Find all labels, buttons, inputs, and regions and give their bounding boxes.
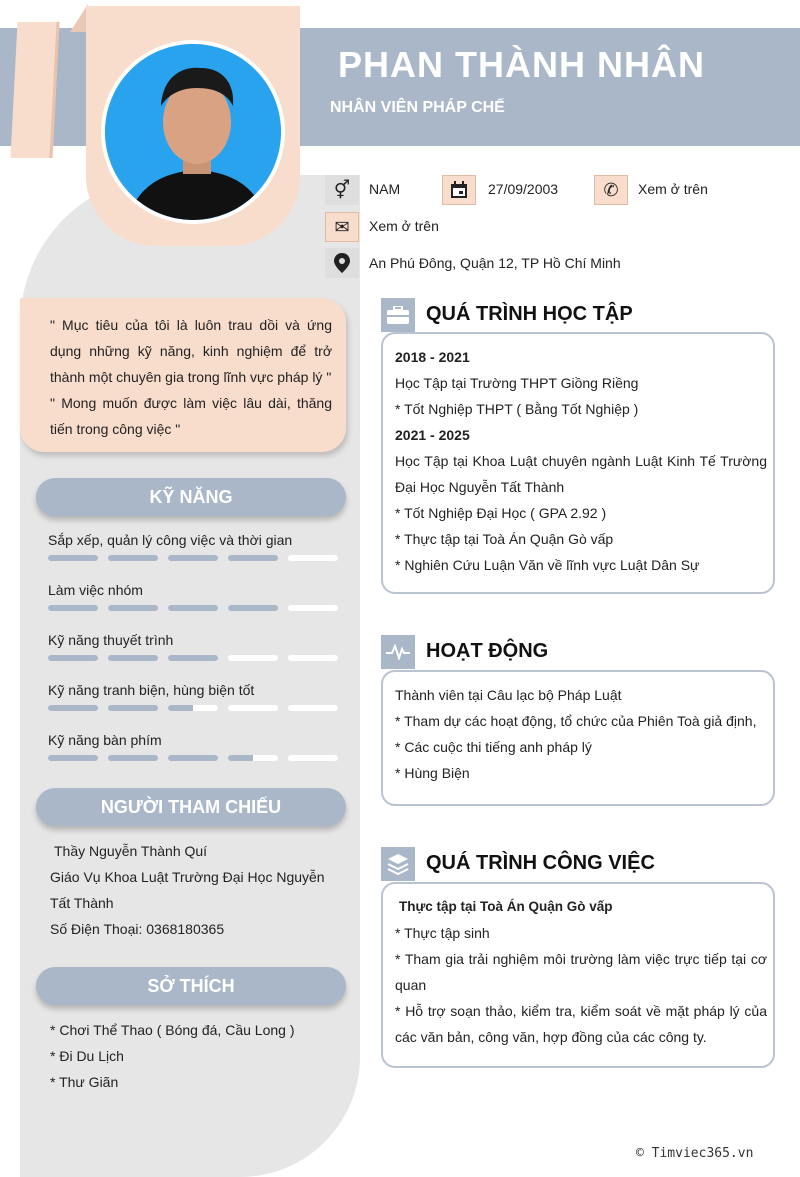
skill-label: Kỹ năng thuyết trình (48, 632, 174, 648)
education-period: 2021 - 2025 (395, 427, 470, 443)
briefcase-icon (381, 298, 415, 332)
skill-bar-segment (108, 755, 158, 761)
education-line: * Tốt Nghiệp Đại Học ( GPA 2.92 ) (395, 505, 607, 521)
education-box (381, 332, 775, 594)
skill-bar-segment (288, 755, 338, 761)
work-item: * Thực tập sinh (395, 925, 490, 941)
skill-bar-segment (48, 555, 98, 561)
hobby-item: * Thư Giãn (50, 1074, 119, 1090)
skill-level-bar (48, 655, 338, 661)
education-line: * Thực tập tại Toà Án Quận Gò vấp (395, 531, 614, 547)
avatar (101, 40, 285, 224)
skill-bar-segment (288, 655, 338, 661)
activity-item: * Hùng Biện (395, 765, 470, 781)
education-heading: QUÁ TRÌNH HỌC TẬP (426, 303, 633, 325)
activity-item: * Các cuộc thi tiếng anh pháp lý (395, 739, 592, 755)
hobby-item: * Chơi Thể Thao ( Bóng đá, Cầu Long ) (50, 1022, 295, 1038)
skill-bar-segment (108, 655, 158, 661)
skill-bar-segment (168, 705, 218, 711)
education-line: * Tốt Nghiệp THPT ( Bằng Tốt Nghiệp ) (395, 401, 639, 417)
skill-label: Sắp xếp, quản lý công việc và thời gian (48, 532, 293, 548)
education-line: * Nghiên Cứu Luận Văn về lĩnh vực Luật Dân Sự (395, 557, 700, 573)
skill-label: Kỹ năng tranh biện, hùng biện tốt (48, 682, 255, 698)
skill-bar-segment (48, 655, 98, 661)
gender-value: NAM (369, 181, 401, 197)
skill-row (48, 682, 338, 711)
skill-level-bar (48, 705, 338, 711)
calendar-icon (442, 175, 476, 205)
reference-phone: Số Điện Thoại: 0368180365 (50, 921, 225, 937)
hobby-item: * Đi Du Lịch (50, 1048, 124, 1064)
skill-bar-segment (168, 555, 218, 561)
skill-bar-segment (108, 605, 158, 611)
skill-bar-segment (48, 755, 98, 761)
birthday-value: 27/09/2003 (488, 181, 559, 197)
skill-bar-segment (48, 705, 98, 711)
activities-box (381, 670, 775, 806)
skill-row (48, 532, 338, 561)
skill-label: Kỹ năng bàn phím (48, 732, 162, 748)
footer-watermark: © Timviec365.vn (636, 1146, 754, 1161)
career-objective (20, 298, 346, 452)
work-position: Thực tập tại Toà Án Quận Gò vấp (399, 899, 613, 914)
job-title: NHÂN VIÊN PHÁP CHẾ (330, 99, 505, 116)
skills-heading: KỸ NĂNG (36, 478, 346, 516)
skill-bar-segment (228, 705, 278, 711)
skill-bar-segment (228, 755, 278, 761)
skill-bar-segment (228, 605, 278, 611)
education-line: Học Tập tại Trường THPT Giồng Riềng (395, 375, 639, 391)
skill-level-bar (48, 555, 338, 561)
skill-bar-segment (228, 555, 278, 561)
reference-position: Giáo Vụ Khoa Luật Trường Đại Học Nguyễn Tất Thành (50, 869, 325, 911)
skill-level-bar (48, 605, 338, 611)
skill-bar-segment (228, 655, 278, 661)
skill-row (48, 632, 338, 661)
phone-value: Xem ở trên (638, 181, 708, 197)
gender-icon: ⚥ (325, 175, 359, 205)
address-value: An Phú Đông, Quận 12, TP Hồ Chí Minh (369, 255, 621, 271)
reference-person: Thầy Nguyễn Thành Quí (54, 843, 208, 859)
work-box (381, 882, 775, 1068)
activities-heading: HOẠT ĐỘNG (426, 640, 549, 662)
bookmark-ribbon (10, 22, 59, 158)
skill-bar-segment (288, 705, 338, 711)
work-item: * Hỗ trợ soạn thảo, kiểm tra, kiểm soát về mặt pháp lý của các văn bản, công văn, hợp đồng của các công ty. (395, 1003, 767, 1045)
skill-bar-segment (168, 755, 218, 761)
work-heading: QUÁ TRÌNH CÔNG VIỆC (426, 852, 655, 874)
skill-row (48, 732, 338, 761)
skill-bar-segment (168, 655, 218, 661)
skill-bar-segment (288, 555, 338, 561)
layers-icon (381, 847, 415, 881)
objective-line: " Mong muốn được làm việc lâu dài, thăng tiến trong công việc " (50, 395, 332, 437)
reference-block (50, 838, 346, 942)
skill-bar-segment (168, 605, 218, 611)
education-period: 2018 - 2021 (395, 349, 470, 365)
activity-item: * Tham dự các hoạt động, tổ chức của Phiên Toà giả định, (395, 713, 757, 729)
phone-icon: ✆ (594, 175, 628, 205)
education-line: Học Tập tại Khoa Luật chuyên ngành Luật Kinh Tế Trường Đại Học Nguyễn Tất Thành (395, 453, 767, 495)
hobbies-list (50, 1017, 346, 1095)
skill-bar-segment (48, 605, 98, 611)
skill-bar-segment (288, 605, 338, 611)
email-icon: ✉ (325, 212, 359, 242)
skill-row (48, 582, 338, 611)
hobbies-heading: SỞ THÍCH (36, 967, 346, 1005)
email-value: Xem ở trên (369, 218, 439, 234)
candidate-name: PHAN THÀNH NHÂN (338, 44, 705, 85)
objective-line: " Mục tiêu của tôi là luôn trau dồi và ứng dụng những kỹ năng, kinh nghiệm để trở thành một chuyên gia trong lĩnh vực pháp lý " (50, 317, 332, 385)
pulse-icon (381, 635, 415, 669)
activity-item: Thành viên tại Câu lạc bộ Pháp Luật (395, 687, 622, 703)
reference-heading: NGƯỜI THAM CHIẾU (36, 788, 346, 826)
skill-bar-segment (108, 705, 158, 711)
skill-level-bar (48, 755, 338, 761)
skill-bar-segment (108, 555, 158, 561)
work-item: * Tham gia trải nghiệm môi trường làm việc trực tiếp tại cơ quan (395, 951, 767, 993)
skill-label: Làm việc nhóm (48, 582, 143, 598)
location-icon (325, 248, 359, 278)
